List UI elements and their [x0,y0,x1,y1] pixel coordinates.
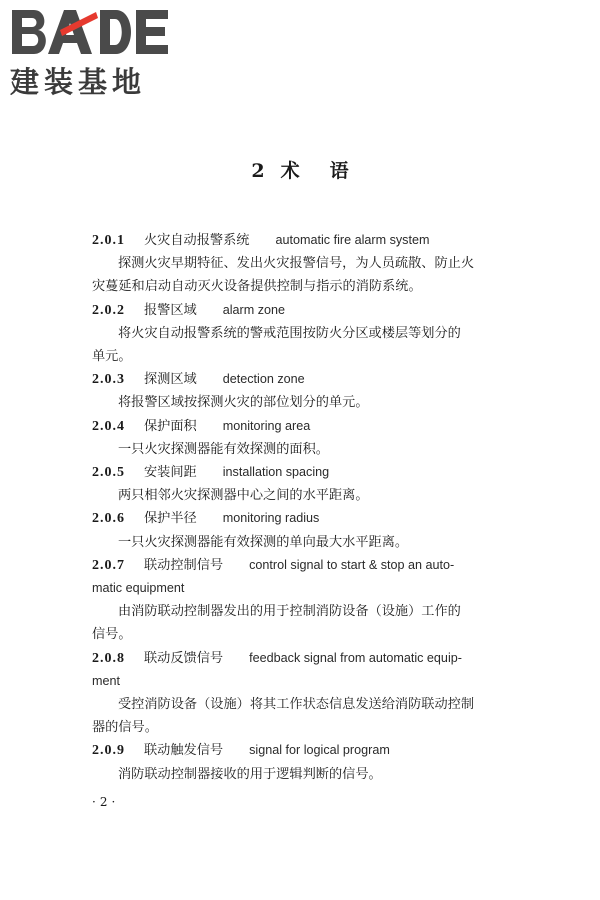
term-definition: 由消防联动控制器发出的用于控制消防设备（设施）工作的 [118,604,461,620]
term-heading [92,368,507,391]
term-en: signal for logical program [249,743,390,758]
term-definition: 探测火灾早期特征、发出火灾报警信号，为人员疏散、防止火 [118,256,475,272]
term-definition: 消防联动控制器接收的用于逻辑判断的信号。 [118,766,382,782]
term-number: 2.0.2 [92,302,125,318]
term-cn: 联动触发信号 [144,743,224,759]
term-definition: 受控消防设备（设施）将其工作状态信息发送给消防联动控制 [118,697,475,713]
term-definition: 一只火灾探测器能有效探测的面积。 [118,441,329,457]
term-heading [92,554,507,577]
term-heading [92,229,507,252]
logo [8,4,178,99]
term-en: monitoring area [222,418,311,433]
terms-list [92,229,507,786]
term-definition: 将火灾自动报警系统的警戒范围按防火分区或楼层等划分的 [118,325,461,341]
bade-logo-icon [8,4,178,60]
term-number: 2.0.5 [92,465,125,481]
term-number: 2.0.8 [92,650,125,666]
term-definition: 单元。 [92,349,132,365]
term-heading [92,647,507,670]
term-definition: 信号。 [92,627,132,643]
term-cn: 火灾自动报警系统 [144,233,250,248]
term-definition: 将报警区域按探测火灾的部位划分的单元。 [118,395,369,411]
term-en: alarm zone [222,302,286,317]
term-heading [92,507,507,530]
term-cn: 探测区域 [144,372,197,388]
term-number: 2.0.1 [92,233,125,248]
term-number: 2.0.3 [92,372,125,388]
term-cn: 安装间距 [144,465,197,481]
chapter-title [0,156,600,183]
term-cn: 联动反馈信号 [144,650,224,666]
chapter-number: 2 [251,160,265,182]
term-number: 2.0.4 [92,418,125,434]
term-en: feedback signal from automatic equip- [249,650,462,665]
term-definition: 灾蔓延和启动自动灭火设备提供控制与指示的消防系统。 [92,279,422,295]
term-cn: 保护半径 [144,511,197,527]
chapter-title-part1: 术 [280,160,300,182]
page-number: ·2· [92,795,120,809]
chapter-title-part2: 语 [329,160,349,182]
term-definition: 一只火灾探测器能有效探测的单向最大水平距离。 [118,534,409,550]
term-number: 2.0.6 [92,511,125,527]
logo-subtitle: 建装基地 [10,65,147,99]
term-en: monitoring radius [222,511,320,526]
term-cn: 保护面积 [144,418,197,434]
term-heading [92,739,507,762]
term-heading [92,461,507,484]
term-heading [92,299,507,322]
term-definition: 两只相邻火灾探测器中心之间的水平距离。 [118,488,369,504]
term-en: detection zone [222,372,305,387]
term-en: automatic fire alarm system [275,233,430,247]
term-number: 2.0.7 [92,557,125,573]
term-cn: 联动控制信号 [144,557,224,573]
term-heading [92,415,507,438]
term-en: installation spacing [222,465,330,480]
term-en: control signal to start & stop an auto- [249,557,455,572]
term-en-continuation: ment [92,673,120,688]
term-number: 2.0.9 [92,743,125,759]
term-en-continuation: matic equipment [92,581,185,596]
term-cn: 报警区域 [144,302,197,318]
term-definition: 器的信号。 [92,720,158,736]
